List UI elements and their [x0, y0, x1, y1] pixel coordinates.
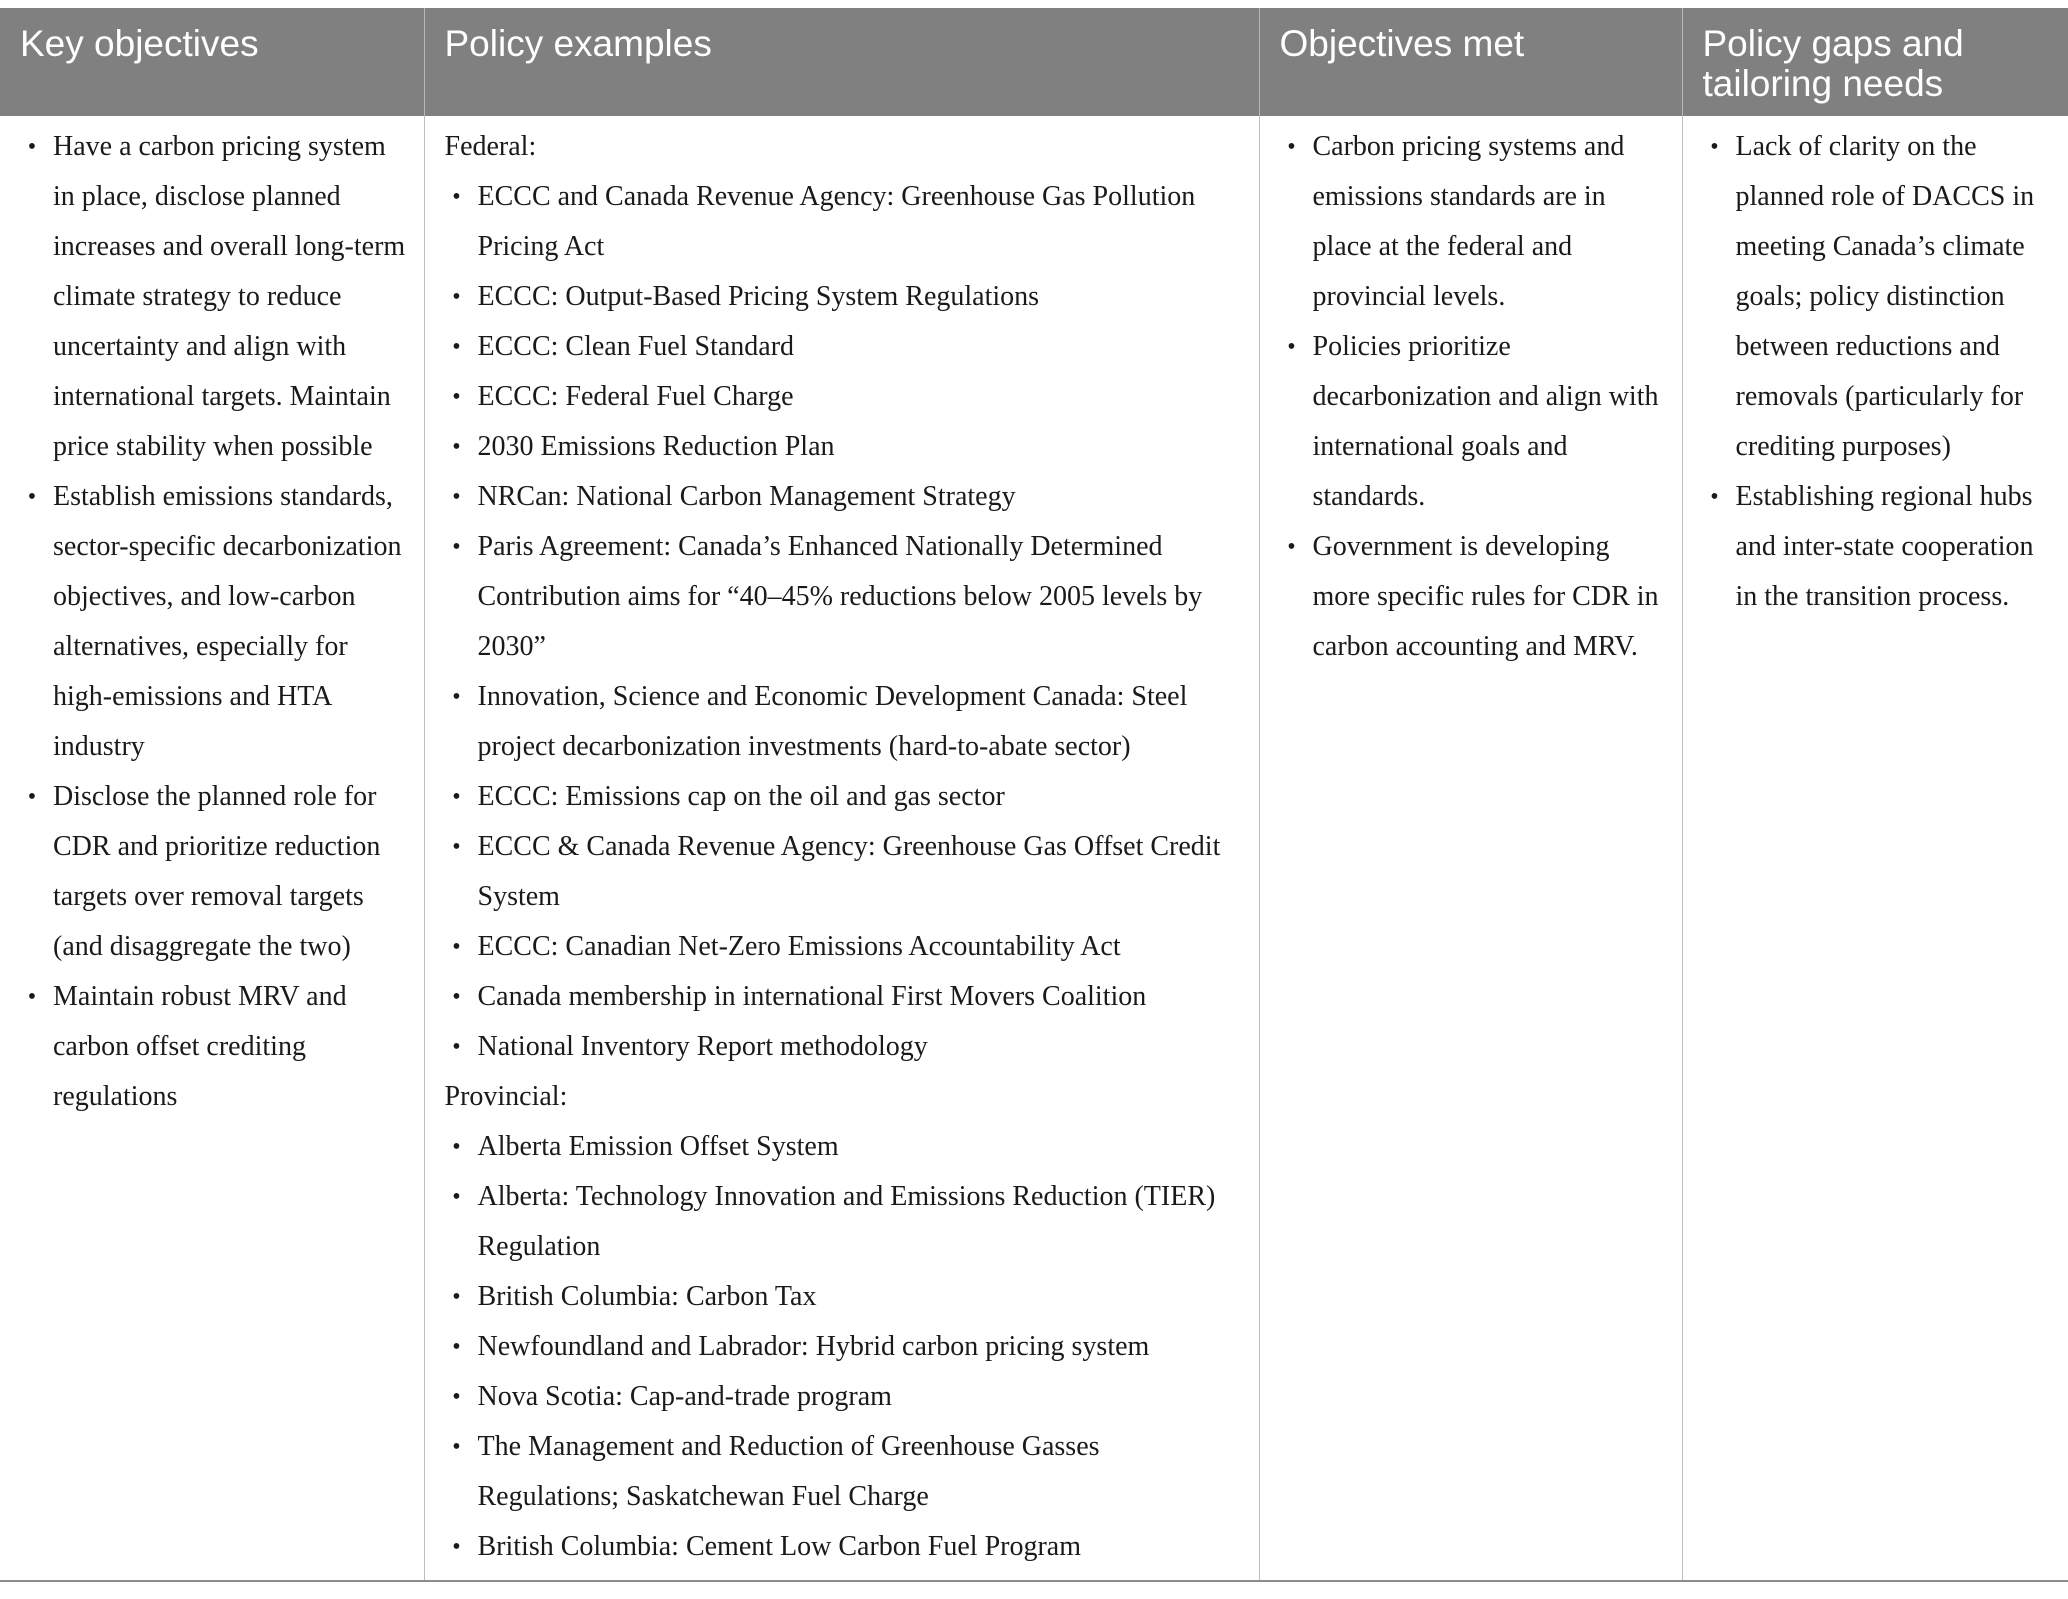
bullet-icon: • [452, 1384, 461, 1410]
list-item [452, 1422, 1243, 1522]
list-item-text: British Columbia: Cement Low Carbon Fuel Program [477, 1531, 1082, 1562]
list-item [452, 1172, 1243, 1272]
list-item-text: Carbon pricing systems and emissions standards are in place at the federal and provincial levels. [1312, 131, 1625, 312]
policy-gaps-list [1703, 122, 2053, 622]
bullet-icon: • [452, 284, 461, 310]
bullet-icon: • [1287, 334, 1296, 360]
provincial-label: Provincial: [444, 1081, 568, 1112]
list-item [1287, 522, 1666, 672]
list-item-text: ECCC: Canadian Net-Zero Emissions Accountability Act [477, 931, 1121, 962]
bullet-icon: • [452, 334, 461, 360]
list-item-text: ECCC: Federal Fuel Charge [477, 381, 794, 412]
list-item-text: Have a carbon pricing system in place, disclose planned increases and overall long-term climate strategy to reduce uncertainty and align with international targets. Maintain price stability when possible [53, 131, 406, 462]
provincial-policy-list [445, 1122, 1243, 1572]
list-item-text: Paris Agreement: Canada’s Enhanced Nationally Determined Contribution aims for “40–45% reductions below 2005 levels by 2030” [477, 531, 1203, 662]
list-item [1710, 472, 2053, 622]
bullet-icon: • [452, 384, 461, 410]
list-item [1710, 122, 2053, 472]
bullet-icon: • [452, 184, 461, 210]
list-item-text: National Inventory Report methodology [477, 1031, 928, 1062]
list-item-text: Canada membership in international First Movers Coalition [477, 981, 1147, 1012]
bullet-icon: • [1287, 534, 1296, 560]
bullet-icon: • [452, 784, 461, 810]
list-item-text: Maintain robust MRV and carbon offset crediting regulations [53, 981, 347, 1112]
bullet-icon: • [27, 134, 37, 160]
bullet-icon: • [452, 534, 461, 560]
list-item-text: The Management and Reduction of Greenhouse Gasses Regulations; Saskatchewan Fuel Charge [477, 1431, 1100, 1512]
list-item [452, 922, 1243, 972]
table-row [0, 116, 2068, 1581]
list-item [452, 822, 1243, 922]
list-item [452, 422, 1243, 472]
list-item [27, 772, 408, 972]
list-item-text: Establishing regional hubs and inter-state cooperation in the transition process. [1735, 481, 2034, 612]
bullet-icon: • [1710, 484, 1719, 510]
cell-objectives-met [1259, 116, 1682, 1581]
list-item [452, 1272, 1243, 1322]
list-item-text: ECCC: Output-Based Pricing System Regulations [477, 281, 1040, 312]
bullet-icon: • [452, 434, 461, 460]
list-item-text: ECCC and Canada Revenue Agency: Greenhouse Gas Pollution Pricing Act [477, 181, 1196, 262]
key-objectives-list [20, 122, 408, 1122]
bullet-icon: • [452, 684, 461, 710]
list-item [452, 1372, 1243, 1422]
header-row [0, 8, 2068, 116]
cell-policy-gaps [1682, 116, 2068, 1581]
list-item-text: Alberta Emission Offset System [477, 1131, 839, 1162]
list-item-text: Policies prioritize decarbonization and align with international goals and standards. [1312, 331, 1659, 512]
header-objectives-met: Objectives met [1259, 8, 1682, 116]
list-item [1287, 322, 1666, 522]
bullet-icon: • [27, 984, 37, 1010]
cell-key-objectives [0, 116, 424, 1581]
list-item [452, 1122, 1243, 1172]
bullet-icon: • [452, 1184, 461, 1210]
list-item-text: Nova Scotia: Cap-and-trade program [477, 1381, 892, 1412]
bullet-icon: • [452, 1434, 461, 1460]
bullet-icon: • [1710, 134, 1719, 160]
table-body [0, 116, 2068, 1581]
objectives-met-list [1280, 122, 1666, 672]
cell-policy-examples [424, 116, 1259, 1581]
list-item [1287, 122, 1666, 322]
list-item [452, 772, 1243, 822]
list-item-text: NRCan: National Carbon Management Strategy [477, 481, 1016, 512]
list-item [27, 972, 408, 1122]
list-item [27, 472, 408, 772]
list-item [452, 272, 1243, 322]
list-item [452, 1022, 1243, 1072]
list-item [452, 972, 1243, 1022]
list-item-text: Government is developing more specific rules for CDR in carbon accounting and MRV. [1312, 531, 1659, 662]
list-item [452, 322, 1243, 372]
bullet-icon: • [27, 784, 37, 810]
list-item [452, 472, 1243, 522]
header-key-objectives: Key objectives [0, 8, 424, 116]
list-item-text: Innovation, Science and Economic Development Canada: Steel project decarbonization investments (hard-to-abate sector) [477, 681, 1188, 762]
table-header [0, 8, 2068, 116]
list-item-text: ECCC & Canada Revenue Agency: Greenhouse Gas Offset Credit System [477, 831, 1221, 912]
list-item [452, 172, 1243, 272]
bullet-icon: • [452, 834, 461, 860]
list-item [452, 672, 1243, 772]
bullet-icon: • [452, 484, 461, 510]
header-policy-examples: Policy examples [424, 8, 1259, 116]
list-item-text: Alberta: Technology Innovation and Emissions Reduction (TIER) Regulation [477, 1181, 1216, 1262]
bullet-icon: • [1287, 134, 1296, 160]
policy-table-container [0, 8, 2068, 1582]
list-item [452, 372, 1243, 422]
header-policy-gaps: Policy gaps and tailoring needs [1682, 8, 2068, 116]
list-item [452, 1522, 1243, 1572]
bullet-icon: • [452, 984, 461, 1010]
bullet-icon: • [27, 484, 37, 510]
list-item-text: Newfoundland and Labrador: Hybrid carbon pricing system [477, 1331, 1150, 1362]
list-item-text: Establish emissions standards, sector-specific decarbonization objectives, and low-carbon alternatives, especially for high-emissions and HTA industry [53, 481, 402, 762]
list-item-text: 2030 Emissions Reduction Plan [477, 431, 835, 462]
federal-policy-list [445, 172, 1243, 1072]
list-item [27, 122, 408, 472]
bullet-icon: • [452, 1134, 461, 1160]
federal-label: Federal: [444, 131, 537, 162]
list-item-text: Disclose the planned role for CDR and prioritize reduction targets over removal targets (and disaggregate the two) [53, 781, 381, 962]
list-item [452, 1322, 1243, 1372]
bullet-icon: • [452, 1284, 461, 1310]
policy-table [0, 8, 2068, 1582]
list-item [452, 522, 1243, 672]
list-item-text: ECCC: Clean Fuel Standard [477, 331, 795, 362]
bullet-icon: • [452, 934, 461, 960]
list-item-text: ECCC: Emissions cap on the oil and gas sector [477, 781, 1005, 812]
list-item-text: British Columbia: Carbon Tax [477, 1281, 817, 1312]
bullet-icon: • [452, 1334, 461, 1360]
bullet-icon: • [452, 1034, 461, 1060]
bullet-icon: • [452, 1534, 461, 1560]
list-item-text: Lack of clarity on the planned role of DACCS in meeting Canada’s climate goals; policy distinction between reductions and removals (particularly for crediting purposes) [1735, 131, 2035, 462]
